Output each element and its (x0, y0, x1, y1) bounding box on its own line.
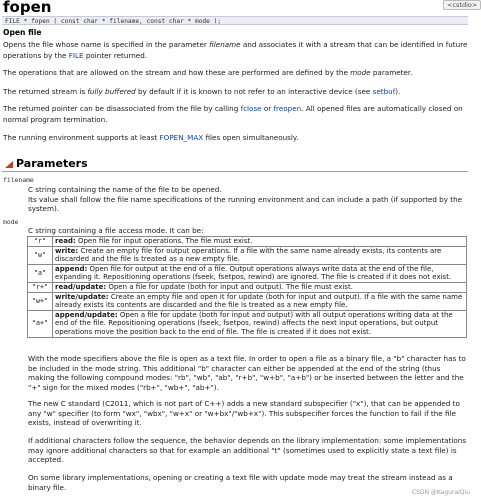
intro-paragraph-2: The operations that are allowed on the stream and how these are performed are defined by the mode parameter. (3, 68, 413, 77)
mode-description: write/update: Create an empty file and open it for update (both for input and output). If a file with the same name already exists its contents are discarded and the file is treated as a new empty file. (53, 292, 467, 310)
parameters-heading: Parameters (16, 157, 88, 170)
param-mode-name: mode (3, 218, 19, 226)
function-signature: FILE * fopen ( const char * filename, const char * mode ); (2, 16, 468, 25)
intro-paragraph-1: Opens the file whose name is specified in the parameter filename and associates it with a stream that can be identified in future operations by the FILE pointer returned. (3, 40, 468, 60)
extra-chars-paragraph: If additional characters follow the sequence, the behavior depends on the library implementation: some implementations may ignore additional characters so that for example an additional "t" (sometimes used to explicitly state a text file) is accepted. (28, 436, 467, 465)
mode-code: "r+" (28, 282, 53, 292)
intro-paragraph-5: The running environment supports at least FOPEN_MAX files open simultaneously. (3, 133, 299, 142)
mode-description: write: Create an empty file for output operations. If a file with the same name already exists, its contents are discarded and the file is treated as a new empty file. (53, 246, 467, 264)
binary-mode-paragraph: With the mode specifiers above the file is open as a text file. In order to open a file as a binary file, a "b" character has to be included in the mode string. This additional "b" character can either be appended at the end of the string (thus making the following compound modes: "rb", "wb", "ab", "r+b", "w+b", "a+b") or be inserted between the letter and the "+" sign for the mixed modes ("rb+", "wb+", "ab+"). (28, 354, 466, 392)
table-row (28, 264, 467, 282)
mode-description: read: Open file for input operations. The file must exist. (53, 237, 467, 247)
watermark: CSDN @KaguraiQiu (411, 489, 470, 496)
fclose-link[interactable]: fclose (240, 104, 262, 113)
freopen-link[interactable]: freopen (273, 104, 302, 113)
mode-description: read/update: Open a file for update (both for input and output). The file must exist. (53, 282, 467, 292)
setbuf-link[interactable]: setbuf (372, 87, 396, 96)
table-row (28, 237, 467, 247)
table-row (28, 292, 467, 310)
table-row (28, 246, 467, 264)
section-arrow-icon (4, 160, 14, 169)
mode-code: "w" (28, 246, 53, 264)
mode-description: append/update: Open a file for update (both for input and output) with all output operations writing data at the end of the file. Repositioning operations (fseek, fsetpos, rewind) affects the next input operations, but output operations move the position back to the end of file. The file is created if it does not exist. (53, 310, 467, 337)
section-divider (2, 171, 468, 172)
table-row (28, 310, 467, 337)
param-filename-desc-2: Its value shall follow the file name specifications of the running environment and can include a path (if supported by the system). (28, 194, 463, 213)
text-update-paragraph: On some library implementations, opening or creating a text file with update mode may treat the stream instead as a binary file. (28, 473, 453, 492)
intro-paragraph-4: The returned pointer can be disassociated from the file by calling fclose or freopen. All opened files are automatically closed on normal program termination. (3, 104, 463, 124)
mode-description: append: Open file for output at the end of a file. Output operations always write data at the end of the file, expanding it. Repositioning operations (fseek, fsetpos, rewind) are ignored. The file is created if it does not exist. (53, 264, 467, 282)
table-row (28, 282, 467, 292)
subtitle: Open file (3, 28, 42, 37)
page-title: fopen (3, 0, 52, 16)
mode-table (27, 236, 467, 338)
mode-code: "r" (28, 237, 53, 247)
header-tag[interactable]: <cstdio> (443, 0, 481, 10)
mode-code: "w+" (28, 292, 53, 310)
param-filename-desc-1: C string containing the name of the file to be opened. (28, 185, 222, 194)
c2011-paragraph: The new C standard (C2011, which is not part of C++) adds a new standard subspecifier ("x"), that can be appended to any "w" specifier (to form "wx", "wbx", "w+x" or "w+bx"/"wb+x"). This subspecifier forces the function to fail if the file exists, instead of overwriting it. (28, 399, 460, 428)
intro-paragraph-3: The returned stream is fully buffered by default if it is known to not refer to an interactive device (see setbuf). (3, 87, 401, 96)
fopen-max-link[interactable]: FOPEN_MAX (159, 133, 204, 142)
mode-code: "a+" (28, 310, 53, 337)
mode-code: "a" (28, 264, 53, 282)
file-link[interactable]: FILE (68, 50, 84, 60)
param-mode-desc: C string containing a file access mode. It can be: (28, 226, 204, 235)
param-filename-name: filename (3, 176, 34, 184)
